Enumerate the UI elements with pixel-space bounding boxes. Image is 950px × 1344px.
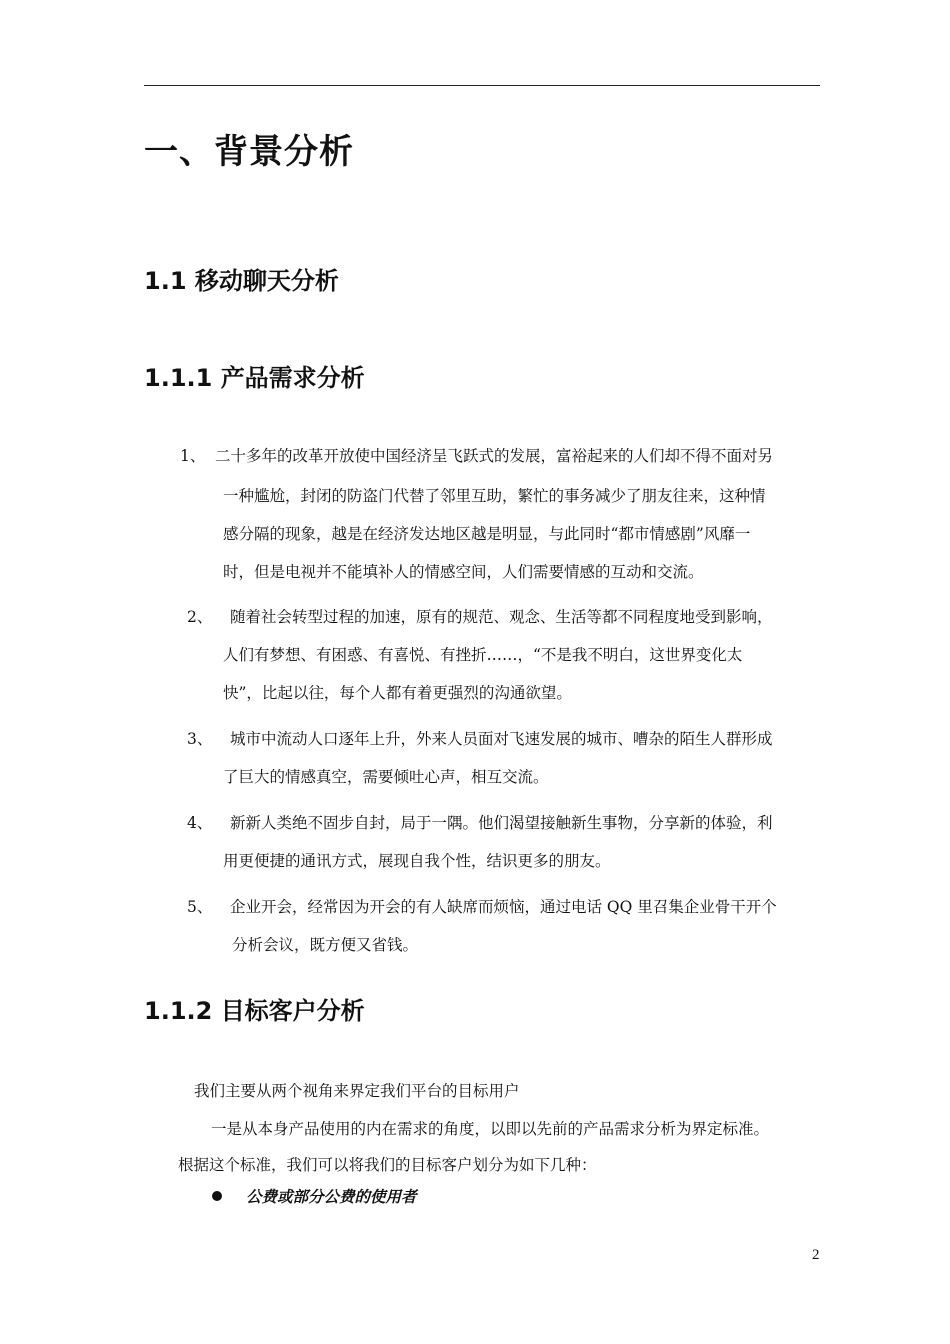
target-paragraph-3: 根据这个标准，我们可以将我们的目标客户划分为如下几种： bbox=[178, 1156, 597, 1174]
item-line: 企业开会，经常因为开会的有人缺席而烦恼，通过电话 QQ 里召集企业骨干开个 bbox=[230, 898, 777, 916]
item-number: 1、 bbox=[180, 447, 206, 465]
page-number: 2 bbox=[812, 1247, 820, 1263]
bullet-icon bbox=[212, 1191, 222, 1201]
item-line: 用更便捷的通讯方式，展现自我个性，结识更多的朋友。 bbox=[223, 852, 611, 870]
target-paragraph-1: 我们主要从两个视角来界定我们平台的目标用户 bbox=[194, 1082, 520, 1100]
item-line: 二十多年的改革开放使中国经济呈飞跃式的发展，富裕起来的人们却不得不面对另 bbox=[215, 447, 774, 465]
chapter-heading: 一、背景分析 bbox=[144, 132, 354, 172]
item-line: 快”，比起以往，每个人都有着更强烈的沟通欲望。 bbox=[223, 684, 572, 702]
item-line: 新新人类绝不固步自封，局于一隅。他们渴望接触新生事物，分享新的体验，利 bbox=[230, 814, 773, 832]
target-paragraph-2: 一是从本身产品使用的内在需求的角度，以即以先前的产品需求分析为界定标准。 bbox=[211, 1120, 770, 1138]
item-line: 随着社会转型过程的加速，原有的规范、观念、生活等都不同程度地受到影响， bbox=[230, 608, 773, 626]
item-line: 了巨大的情感真空，需要倾吐心声，相互交流。 bbox=[223, 768, 549, 786]
item-line: 感分隔的现象，越是在经济发达地区越是明显，与此同时“都市情感剧”风靡一 bbox=[223, 525, 751, 543]
item-line: 一种尴尬，封闭的防盗门代替了邻里互助，繁忙的事务减少了朋友往来，这种情 bbox=[223, 487, 766, 505]
item-number: 2、 bbox=[187, 608, 213, 626]
item-number: 3、 bbox=[187, 730, 213, 748]
bullet-item: 公费或部分公费的使用者 bbox=[246, 1188, 417, 1206]
item-number: 4、 bbox=[187, 814, 213, 832]
header-rule bbox=[144, 85, 820, 86]
item-line: 分析会议，既方便又省钱。 bbox=[232, 936, 419, 954]
section-heading-1-1-2: 1.1.2 目标客户分析 bbox=[144, 997, 365, 1025]
item-line: 人们有梦想、有困惑、有喜悦、有挫折……，“不是我不明白，这世界变化太 bbox=[223, 646, 743, 664]
section-heading-1-1-1: 1.1.1 产品需求分析 bbox=[144, 364, 365, 392]
item-line: 城市中流动人口逐年上升，外来人员面对飞速发展的城市、嘈杂的陌生人群形成 bbox=[230, 730, 773, 748]
item-number: 5、 bbox=[187, 898, 213, 916]
section-heading-1-1: 1.1 移动聊天分析 bbox=[144, 267, 339, 295]
item-line: 时，但是电视并不能填补人的情感空间，人们需要情感的互动和交流。 bbox=[223, 563, 704, 581]
